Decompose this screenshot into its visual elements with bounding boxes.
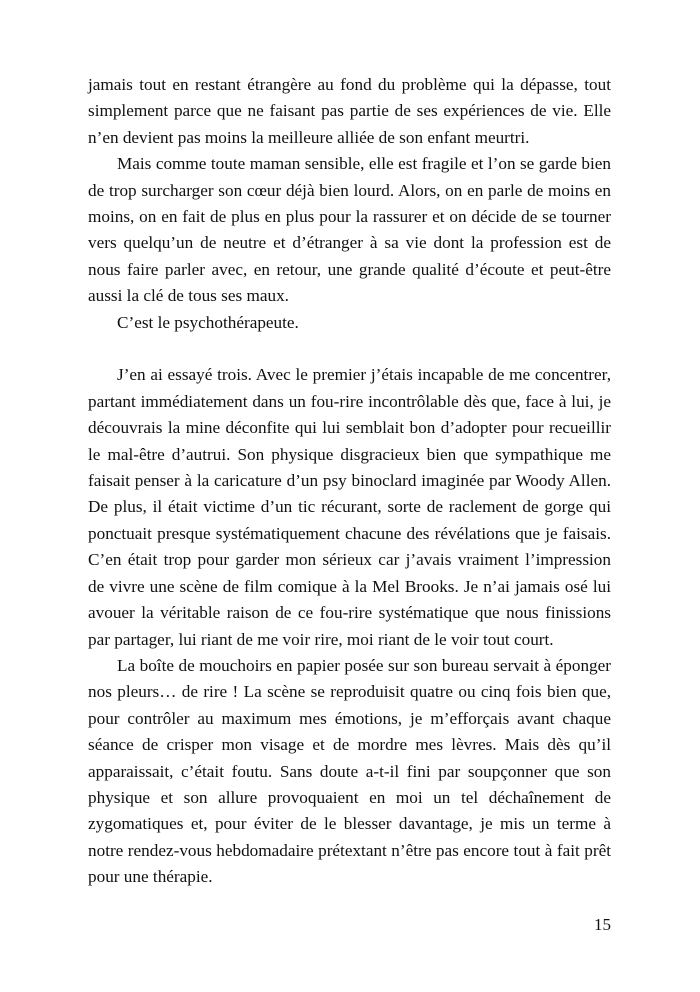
- paragraph-5: La boîte de mouchoirs en papier posée sur son bureau servait à éponger nos pleurs… de rire ! La scène se reproduisit quatre ou cinq fois bien que, pour contrôler au maximum mes émotions, je m’efforçais avant chaque séance de crisper mon visage et de mordre mes lèvres. Mais dès qu’il apparaissait, c’était foutu. Sans doute a-t-il fini par soupçonner que son physique et son allure provoquaient en moi un tel déchaînement de zygomatiques et, pour éviter de le blesser davantage, je mis un terme à notre rendez-vous hebdomadaire prétextant n’être pas encore tout à fait prêt pour une thérapie.: [88, 655, 611, 887]
- paragraph-3: C’est le psychothérapeute.: [117, 312, 299, 332]
- paragraph-2: Mais comme toute maman sensible, elle est fragile et l’on se garde bien de trop surcharger son cœur déjà bien lourd. Alors, on en parle de moins en moins, on en fait de plus en plus pour la rassurer et on décide de se tourner vers quelqu’un de neutre et d’étranger à sa vie dont la profession est de nous faire parler avec, en retour, une grande qualité d’écoute et peut-être aussi la clé de tous ses maux.: [88, 154, 611, 306]
- page-number: 15: [594, 915, 611, 934]
- paragraph-1: jamais tout en restant étrangère au fond du problème qui la dépasse, tout simplement parce que ne faisant pas partie de ses expériences de vie. Elle n’en devient pas moins la meilleure alliée de son enfant meurtri.: [88, 75, 611, 147]
- paragraph-4: J’en ai essayé trois. Avec le premier j’étais incapable de me concentrer, partant immédiatement dans un fou-rire incontrôlable dès que, face à lui, je découvrais la mine déconfite qui lui semblait bon d’adopter pour recueillir le mal-être d’autrui. Son physique disgracieux bien que sympathique me faisait penser à la caricature d’un psy binoclard imaginée par Woody Allen. De plus, il était victime d’un tic récurant, sorte de raclement de gorge qui ponctuait presque systématiquement chacune des révélations que je faisais. C’en était trop pour garder mon sérieux car j’avais vraiment l’impression de vivre une scène de film comique à la Mel Brooks. Je n’ai jamais osé lui avouer la véritable raison de ce fou-rire systématique que nous finissions par partager, lui riant de me voir rire, moi riant de le voir tout court.: [88, 365, 611, 649]
- page-body: [88, 72, 611, 891]
- section-break: [88, 336, 611, 362]
